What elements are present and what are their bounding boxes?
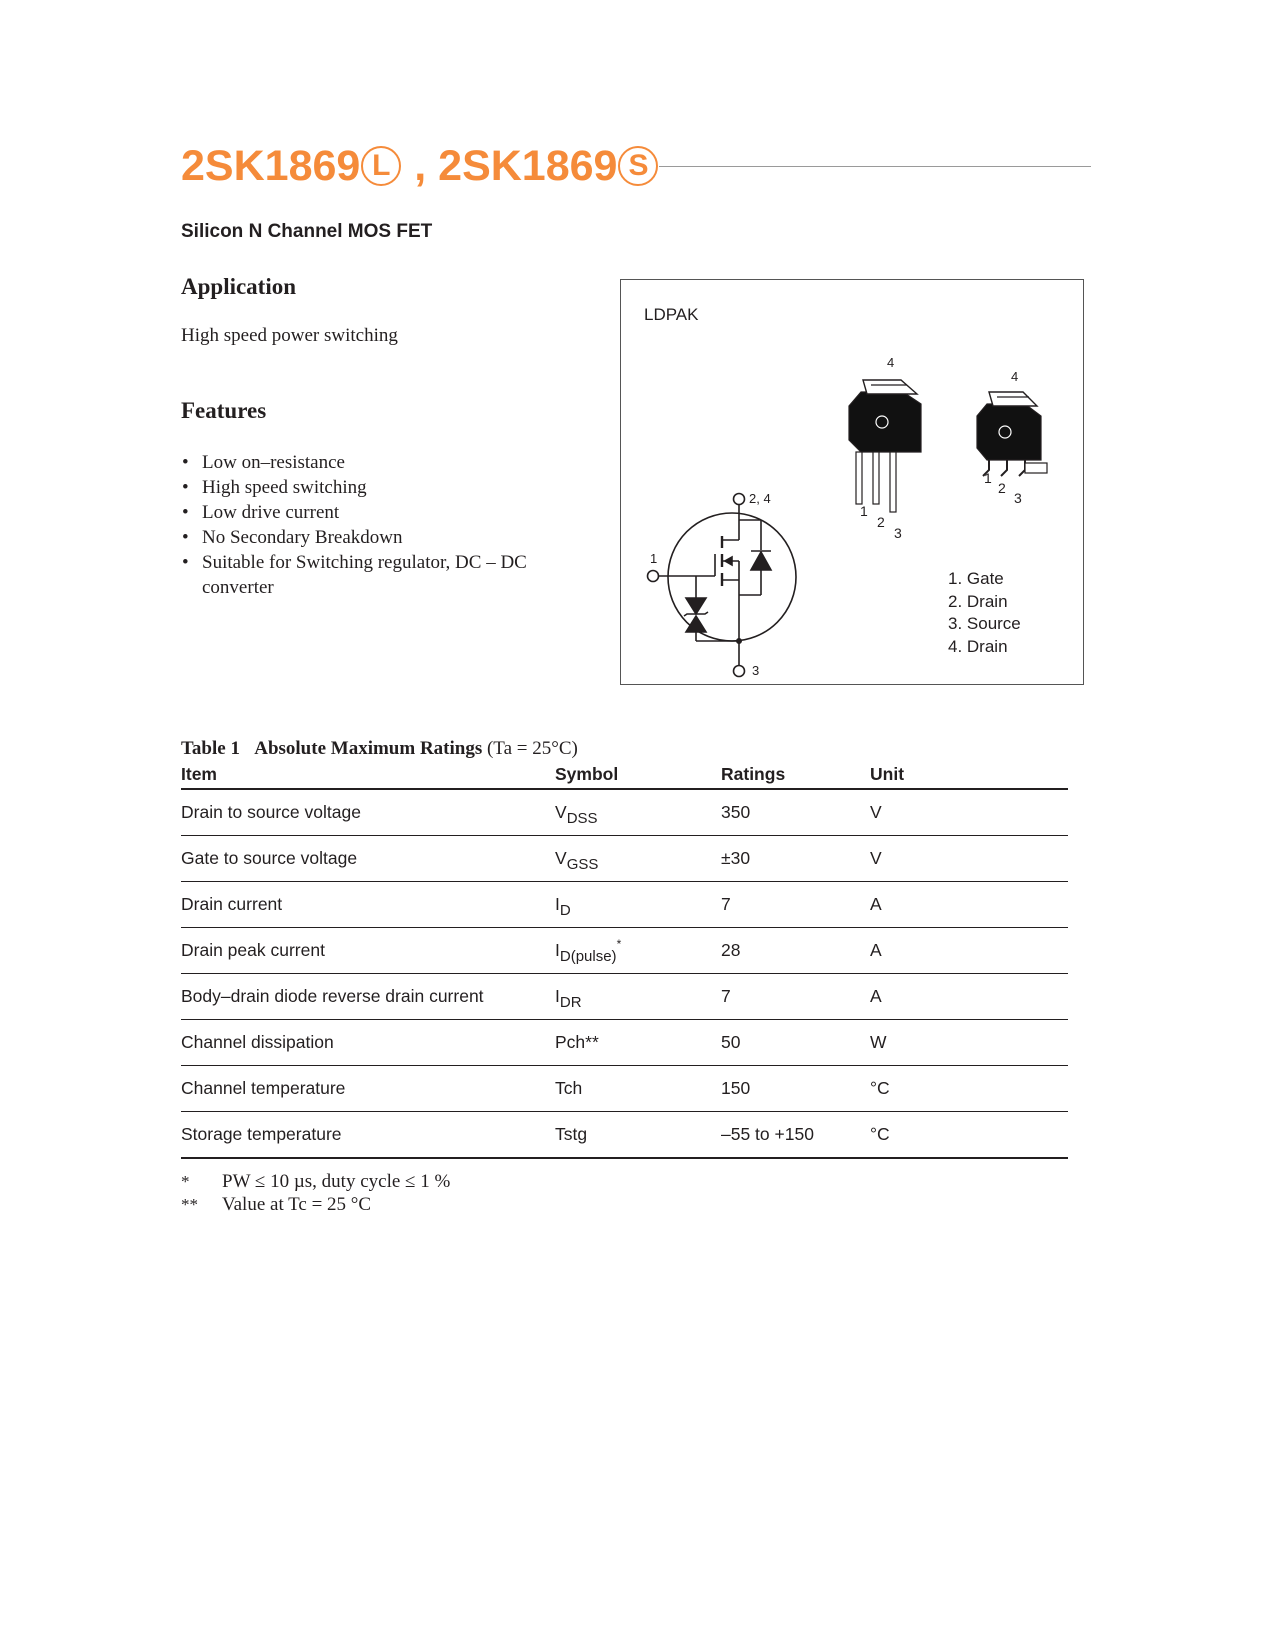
cell-symbol: Pch**: [555, 1020, 721, 1066]
pkg-s-tab-label: 4: [1011, 369, 1019, 384]
table-header-row: [181, 760, 1068, 789]
pkg-l-tab-label: 4: [887, 355, 895, 370]
cell-item: Channel temperature: [181, 1066, 555, 1112]
cell-rating: –55 to +150: [721, 1112, 870, 1159]
cell-symbol: ID(pulse)*: [555, 928, 721, 974]
pkg-s-pin3-label: 3: [1014, 490, 1022, 506]
table-row: [181, 882, 1068, 928]
part-number-heading: [181, 136, 659, 196]
header-ratings: Ratings: [721, 760, 870, 789]
note-text: PW ≤ 10 µs, duty cycle ≤ 1 %: [222, 1171, 451, 1192]
features-heading: Features: [181, 398, 267, 423]
device-subtitle: Silicon N Channel MOS FET: [181, 221, 433, 242]
cell-unit: V: [870, 836, 1068, 882]
note-mark: **: [181, 1195, 198, 1214]
pkg-l-pin3-label: 3: [894, 525, 902, 541]
title-rule: [659, 166, 1091, 167]
cell-rating: ±30: [721, 836, 870, 882]
cell-item: Gate to source voltage: [181, 836, 555, 882]
cell-unit: W: [870, 1020, 1068, 1066]
features-list: [181, 450, 581, 600]
pin-assignment: 2. Drain: [948, 591, 1008, 611]
suffix-s-circled: S: [618, 146, 658, 186]
feature-item: • Low drive current: [181, 500, 581, 525]
ldpak-l-package-icon: [849, 380, 921, 512]
cell-symbol: Tstg: [555, 1112, 721, 1159]
absolute-maximum-ratings-table: [181, 760, 1068, 1159]
pin-assignment-list: [948, 568, 1021, 658]
pin-assignment: 4. Drain: [948, 636, 1008, 656]
pin-assignment: 3. Source: [948, 614, 1021, 633]
cell-unit: °C: [870, 1112, 1068, 1159]
suffix-l-circled: L: [361, 146, 401, 186]
package-name: LDPAK: [644, 305, 699, 324]
table-row: [181, 836, 1068, 882]
cell-item: Drain peak current: [181, 928, 555, 974]
title-separator: ,: [402, 142, 439, 190]
cell-rating: 7: [721, 974, 870, 1020]
part-number-2: 2SK1869: [438, 142, 618, 190]
pkg-l-pin1-label: 1: [860, 503, 868, 519]
part-number-1: 2SK1869: [181, 142, 361, 190]
cell-unit: A: [870, 974, 1068, 1020]
table-row: [181, 1066, 1068, 1112]
cell-unit: A: [870, 928, 1068, 974]
feature-item: • No Secondary Breakdown: [181, 525, 581, 550]
cell-item: Body–drain diode reverse drain current: [181, 974, 555, 1020]
table-caption: [181, 738, 578, 760]
feature-item: • High speed switching: [181, 475, 581, 500]
note-mark: *: [181, 1172, 190, 1191]
table-title: Absolute Maximum Ratings: [254, 738, 483, 759]
pkg-l-pin2-label: 2: [877, 514, 885, 530]
application-text: High speed power switching: [181, 325, 398, 346]
cell-unit: V: [870, 789, 1068, 836]
cell-symbol: Tch: [555, 1066, 721, 1112]
table-row: [181, 1112, 1068, 1159]
table-condition: (Ta = 25°C): [482, 738, 578, 759]
feature-item: • Low on–resistance: [181, 450, 581, 475]
cell-item: Drain current: [181, 882, 555, 928]
package-box: [620, 279, 1084, 685]
cell-item: Channel dissipation: [181, 1020, 555, 1066]
header-unit: Unit: [870, 760, 1068, 789]
table-row: [181, 1020, 1068, 1066]
document-title: [181, 136, 1091, 196]
table-label: Table 1: [181, 738, 240, 759]
cell-symbol: IDR: [555, 974, 721, 1020]
feature-item: • Suitable for Switching regulator, DC – DC converter: [181, 550, 581, 600]
note-text: Value at Tc = 25 °C: [222, 1194, 372, 1215]
cell-rating: 350: [721, 789, 870, 836]
pkg-s-pin1-label: 1: [984, 470, 992, 486]
cell-unit: °C: [870, 1066, 1068, 1112]
header-item: Item: [181, 760, 555, 789]
cell-rating: 7: [721, 882, 870, 928]
application-heading: Application: [181, 274, 297, 299]
cell-rating: 28: [721, 928, 870, 974]
cell-unit: A: [870, 882, 1068, 928]
pkg-s-pin2-label: 2: [998, 480, 1006, 496]
ldpak-s-package-icon: [977, 392, 1047, 476]
cell-symbol: ID: [555, 882, 721, 928]
cell-rating: 50: [721, 1020, 870, 1066]
table-row: [181, 789, 1068, 836]
cell-item: Storage temperature: [181, 1112, 555, 1159]
cell-symbol: VGSS: [555, 836, 721, 882]
cell-rating: 150: [721, 1066, 870, 1112]
table-row: [181, 928, 1068, 974]
mosfet-schematic-icon: [648, 494, 797, 677]
header-symbol: Symbol: [555, 760, 721, 789]
cell-symbol: VDSS: [555, 789, 721, 836]
schematic-source-label: 3: [752, 663, 760, 678]
cell-item: Drain to source voltage: [181, 789, 555, 836]
table-row: [181, 974, 1068, 1020]
schematic-gate-label: 1: [650, 551, 658, 566]
schematic-drain-label: 2, 4: [749, 491, 771, 506]
pin-assignment: 1. Gate: [948, 569, 1004, 588]
